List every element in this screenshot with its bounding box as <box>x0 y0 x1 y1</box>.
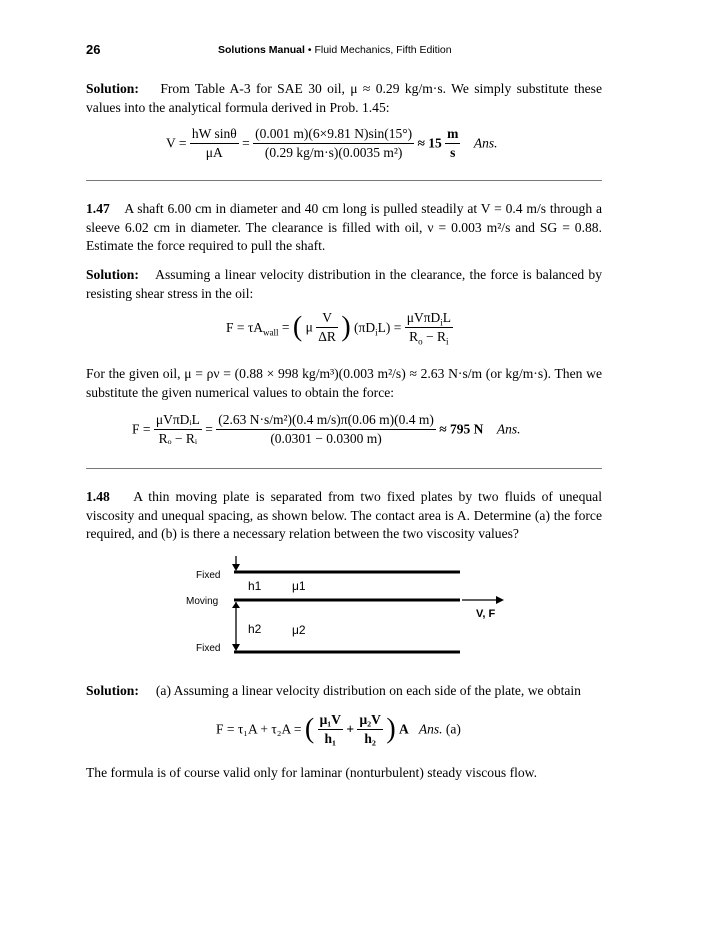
eq-lhs: F = <box>132 421 151 437</box>
left-paren: ( <box>292 311 303 343</box>
area-term: $(\pi D_iL)$ = <box>354 319 402 338</box>
equation-148 <box>216 712 461 747</box>
closing-text: The formula is of course valid only for laminar (nonturbulent) steady viscous flow. <box>86 765 537 780</box>
problem-number: 1.47 <box>86 201 110 216</box>
solution-text: (a) Assuming a linear velocity distribution on each side of the plate, we obtain <box>155 683 581 698</box>
problem-number: 1.48 <box>86 489 110 504</box>
fraction-mu2-h2 <box>357 712 382 747</box>
label-h1: h1 <box>248 579 262 593</box>
running-header <box>86 42 642 60</box>
section-divider <box>86 180 602 181</box>
page-number: 26 <box>86 42 101 57</box>
denominator: μA <box>205 145 223 160</box>
unit-numerator: m <box>445 126 460 144</box>
numerator: (0.001 m)(6×9.81 N)sin(15°) <box>253 126 414 144</box>
ans-part: (a) <box>445 721 461 737</box>
eq-result: ≈ 15 <box>417 135 442 151</box>
left-paren: ( <box>304 713 315 745</box>
label-fixed-top: Fixed <box>196 570 221 581</box>
h2-arrow-down <box>232 644 240 651</box>
eq-result: ≈ 795 N <box>439 421 484 437</box>
label-moving: Moving <box>186 596 219 607</box>
h2-arrow-up <box>232 602 240 608</box>
denominator: $R_o - R_i$ <box>409 329 449 347</box>
header-title-rest: Fluid Mechanics, Fifth Edition <box>314 44 452 56</box>
solution-148-paragraph <box>86 682 602 701</box>
solution-text: From Table A-3 for SAE 30 oil, μ ≈ 0.29 kg/m·s. We simply substitute these values into the analytical formula derived in Prob. 1.45: <box>86 81 602 115</box>
fraction-mu1-h1 <box>318 712 343 747</box>
closing-paragraph <box>86 764 602 783</box>
h1-arrow-head <box>232 564 240 571</box>
eq-lhs: $F = \tau A_{wall}$ <box>226 319 279 338</box>
header-title <box>218 44 452 56</box>
fraction-1 <box>190 126 239 161</box>
numerator: (2.63 N·s/m²)(0.4 m/s)π(0.06 m)(0.4 m) <box>216 412 436 430</box>
label-h2: h2 <box>248 622 262 636</box>
header-title-bold: Solutions Manual <box>218 44 305 56</box>
numerator: μVπD$_i$L <box>406 310 452 328</box>
problem-text: A shaft 6.00 cm in diameter and 40 cm long is pulled steadily at V = 0.4 m/s through a sleeve 6.02 cm in diameter. The clearance is filled with oil, ν = 0.003 m²/s and SG = 0.88. Estimate the force required to pull the shaft. <box>86 201 602 253</box>
right-paren: ) <box>341 311 351 343</box>
area-a: A <box>399 721 409 737</box>
section-divider <box>86 468 602 469</box>
right-paren: ) <box>386 713 396 745</box>
eq-equals: = <box>281 319 290 335</box>
numerator: V <box>316 310 338 328</box>
unit-fraction <box>445 126 460 161</box>
equation-147-2 <box>132 412 521 447</box>
solution-label: Solution: <box>86 683 139 698</box>
denominator: ΔR <box>318 329 336 344</box>
plate-diagram <box>180 550 520 660</box>
denominator: (0.0301 − 0.0300 m) <box>270 431 382 446</box>
fraction-2 <box>253 126 414 161</box>
denominator: h₂ <box>364 731 376 746</box>
mu-symbol: μ <box>305 319 313 335</box>
label-mu2: μ2 <box>292 623 306 637</box>
unit-denominator: s <box>450 145 456 160</box>
label-mu1: μ1 <box>292 579 306 593</box>
problem-147-statement <box>86 200 602 256</box>
solution-label: Solution: <box>86 267 139 282</box>
equation-145 <box>166 126 498 161</box>
plate-diagram-svg <box>180 550 520 660</box>
oil-text: For the given oil, μ = ρν = (0.88 × 998 kg/m³)(0.003 m²/s) ≈ 2.63 N·s/m (or kg/m·s). Then we substitute the given numerical values to obtain the force: <box>86 366 602 400</box>
denominator: (0.29 kg/m·s)(0.0035 m²) <box>264 145 403 160</box>
fraction-result <box>405 310 453 345</box>
solution-147-paragraph <box>86 266 602 303</box>
ans-label: Ans. <box>473 135 498 151</box>
eq-equals: = <box>205 421 213 437</box>
ans-label: Ans. <box>496 421 521 437</box>
eq-lhs: F = τ₁A + τ₂A = <box>216 721 302 737</box>
fraction-symbolic <box>154 412 202 447</box>
label-fixed-bottom: Fixed <box>196 643 221 654</box>
solution-label: Solution: <box>86 81 139 96</box>
fraction-numeric <box>216 412 436 447</box>
numerator: μ₂V <box>357 712 382 730</box>
numerator: hW sinθ <box>190 126 239 144</box>
solution-145-paragraph <box>86 80 602 117</box>
denominator: Rₒ − Rᵢ <box>158 431 198 446</box>
problem-148-statement <box>86 488 602 544</box>
plus-sign: + <box>346 721 355 737</box>
numerator: μVπDᵢL <box>154 412 202 430</box>
numerator: μ₁V <box>318 712 343 730</box>
velocity-arrow-icon <box>496 596 504 604</box>
fraction-v-over-dr <box>316 310 338 345</box>
eq-lhs: V = <box>166 135 187 151</box>
ans-label: Ans. <box>418 721 443 737</box>
denominator: h₁ <box>324 731 337 746</box>
equation-147-1 <box>226 310 453 345</box>
solution-text: Assuming a linear velocity distribution in the clearance, the force is balanced by resisting shear stress in the oil: <box>86 267 603 301</box>
label-vf: V, F <box>476 608 496 620</box>
problem-text: A thin moving plate is separated from two fixed plates by two fluids of unequal viscosity and unequal spacing, as shown below. The contact area is A. Determine (a) the force required, and (b) is there a necessary relation between the two viscosity values? <box>86 489 602 541</box>
header-bullet: • <box>307 44 312 56</box>
oil-property-paragraph <box>86 365 602 402</box>
eq-equals: = <box>242 135 250 151</box>
